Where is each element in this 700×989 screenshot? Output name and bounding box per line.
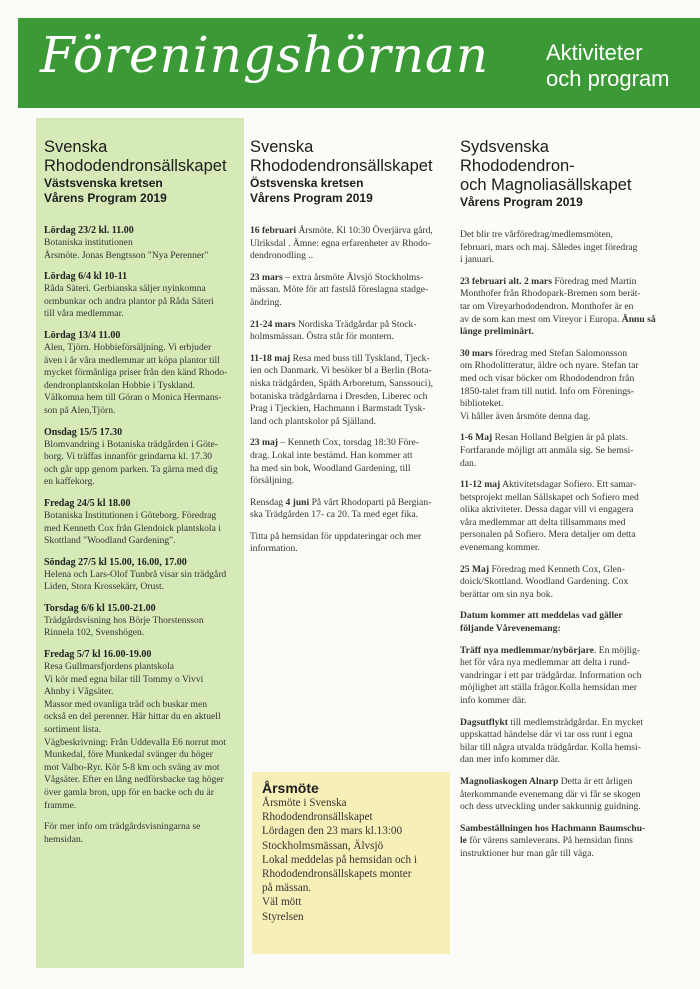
subtitle-line: Västsvenska kretsen xyxy=(44,176,163,190)
column-subtitle xyxy=(44,176,236,206)
column-subtitle xyxy=(460,195,678,210)
event-text: Botaniska institutionen xyxy=(44,237,133,248)
event-item xyxy=(250,497,452,522)
event-item xyxy=(460,776,678,814)
event-text: borg. Vi träffas innanför grindarna kl. 17.30 xyxy=(44,451,213,463)
event-text: Liden, Stora Krossekärr, Orust. xyxy=(44,581,165,593)
event-date: 11-12 maj xyxy=(460,479,501,491)
event-text: info kommer där. xyxy=(460,695,527,706)
arsmote-line: Styrelsen xyxy=(262,910,304,923)
event-text: och går upp genom parken. Ta gärna med dig xyxy=(44,463,218,475)
event-text: möjlighet att ställa frågor.Kolla hemsidan mer xyxy=(460,682,637,694)
footer-line: hemsidan. xyxy=(44,833,84,845)
event-text: Vi kör med egna bilar till Tommy o Vivvi xyxy=(44,673,204,685)
event-item xyxy=(44,270,236,321)
event-text: en kaffekorg. xyxy=(44,476,95,488)
event-text: vandringar i ett par trädgårdar. Information och xyxy=(460,669,642,681)
event-text: 23 februari alt. 2 mars Föredrag med Martin xyxy=(460,275,637,287)
page-title: Föreningshörnan xyxy=(40,26,490,84)
event-text: tar om Vireyarhododendron. Monthofer är en xyxy=(460,300,634,312)
event-item xyxy=(460,432,678,470)
event-item xyxy=(250,437,452,487)
arsmote-line: Lördagen den 23 mars kl.13:00 xyxy=(262,825,403,838)
event-date: Dagsutflykt xyxy=(460,716,508,728)
event-item xyxy=(250,225,452,263)
title-line: Rhododendronsällskapet xyxy=(250,157,433,175)
event-heading: Söndag 27/5 kl 15.00, 16.00, 17.00 xyxy=(44,556,187,568)
event-item xyxy=(44,224,236,262)
event-text: Årsmöte. Jonas Bengtsson "Nya Perenner" xyxy=(44,249,209,261)
event-text: doick/Skottland. Woodland Gardening. Cox xyxy=(460,576,629,588)
event-note: Ännu så länge preliminärt. xyxy=(460,313,656,338)
title-line: och Magnoliasällskapet xyxy=(460,176,632,194)
arsmote-line: Väl mött xyxy=(262,896,302,909)
arsmote-line: Årsmöte i Svenska xyxy=(262,797,347,809)
event-text: också en del perenner. Här hittar du en aktuell xyxy=(44,711,221,723)
event-item xyxy=(460,823,678,861)
event-text: om Rhodolitteratur, äldre och nyare. Stefan tar xyxy=(460,360,639,372)
column-subtitle xyxy=(250,176,452,206)
event-date: 16 februari xyxy=(250,225,297,236)
event-item xyxy=(44,648,236,812)
event-text: Välkomna hem till Göran o Monica Hermans- xyxy=(44,392,222,404)
event-text: februari, mars och maj. Således inget föredrag xyxy=(460,241,638,253)
event-text: Magnoliaskogen Alnarp Detta är ett årligen xyxy=(460,775,633,787)
event-text: och dess utveckling under sakkunnig guidning. xyxy=(460,801,641,813)
event-text xyxy=(460,610,678,623)
event-text: ska Trädgården 17- ca 20. Ta med eget fika. xyxy=(250,509,419,521)
event-text: ormbunkar och andra plantor på Råda Säteri xyxy=(44,295,214,307)
event-item xyxy=(250,531,452,556)
event-date: 23 mars xyxy=(250,271,283,283)
subtitle-line: Vårens Program 2019 xyxy=(44,191,167,205)
arsmote-text xyxy=(262,796,440,924)
event-list xyxy=(44,224,236,812)
arsmote-title: Årsmöte xyxy=(262,780,319,796)
event-text: 1-6 Maj Resan Holland Belgien är på plats. xyxy=(460,432,628,444)
column-vastsvenska xyxy=(36,118,244,968)
event-text: mot Valbo-Ryr. Kör 5-8 km och sväng av mot xyxy=(44,761,220,773)
event-text: biblioteket. xyxy=(460,398,504,410)
event-text: niska trädgården, Späth Arboretum, Sanssouci), xyxy=(250,377,434,389)
event-item xyxy=(250,353,452,429)
event-heading: Fredag 24/5 kl 18.00 xyxy=(44,497,131,509)
event-text: 30 mars föredrag med Stefan Salomonsson xyxy=(460,347,628,359)
event-text: även i år våra medlemmar att köpa plantor till xyxy=(44,354,220,366)
tagline xyxy=(546,40,670,92)
event-text: 23 mars – extra årsmöte Älvsjö Stockholms- xyxy=(250,271,424,283)
event-text: olika aktiviteter. Dessa dagar vill vi engagera xyxy=(460,504,634,516)
event-text: Rinnela 102, Svenshögen. xyxy=(44,627,145,639)
column-title xyxy=(44,138,236,176)
event-text: Botaniska Institutionen i Göteborg. Föredrag xyxy=(44,509,217,521)
event-text: Resa Gullmarsfjordens plantskola xyxy=(44,661,175,673)
event-text: Råda Säteri. Gerbianska säljer nyinkomna xyxy=(44,283,206,295)
event-item xyxy=(460,645,678,708)
event-text: 11-12 maj Aktivitetsdagar Sofiero. Ett samar- xyxy=(460,479,637,491)
event-heading: Torsdag 6/6 kl 15.00-21.00 xyxy=(44,602,156,614)
event-text: över gamla bron, upp för en backe och du är xyxy=(44,787,214,798)
event-text: betsprojekt mellan Sällskapet och Sofiero med xyxy=(460,491,639,503)
event-item xyxy=(460,717,678,767)
event-text: Vågsäter. Efter en lång nedförsbacke tag höger xyxy=(44,774,224,786)
subtitle-line: Östsvenska kretsen xyxy=(250,176,364,190)
event-heading: Fredag 5/7 kl 16.00-19.00 xyxy=(44,649,152,661)
event-text: till våra medlemmar. xyxy=(44,308,124,320)
event-text: 23 maj – Kenneth Cox, torsdag 18:30 Före- xyxy=(250,437,419,449)
event-text: son på Alen,Tjörn. xyxy=(44,404,116,416)
event-text: 25 Maj Föredrag med Kenneth Cox, Glen- xyxy=(460,563,625,575)
event-text xyxy=(460,823,678,836)
event-text: uppskattad händelse där vi tar oss runt i egna xyxy=(460,729,633,741)
event-text: bilar till några utvalda trädgårdar. Kolla hemsi- xyxy=(460,741,641,753)
event-text: Helena och Lars-Olof Tunbrå visar sin trädgård xyxy=(44,568,227,580)
event-date: Datum kommer att meddelas vad gäller xyxy=(460,610,623,622)
event-text: mycket förmånliga priser från den känd Rhodo- xyxy=(44,367,228,379)
footer-note xyxy=(44,821,236,846)
event-date: Sambeställningen hos Hachmann Baumschu- xyxy=(460,822,646,834)
tagline-line: Aktiviteter xyxy=(546,40,643,65)
event-text: Trädgårdsvisning hos Börje Thorstensson xyxy=(44,614,204,626)
subtitle-line: Vårens Program 2019 xyxy=(250,191,373,205)
event-text: Munkedal, före Munkedal svänger du höger xyxy=(44,749,213,761)
event-text: ha med sin bok, Woodland Gardening, till xyxy=(250,462,411,474)
event-text: het för våra nya medlemmar att delta i rund- xyxy=(460,657,630,669)
event-text: Det blir tre vårföredrag/medlemsmöten, xyxy=(460,229,613,240)
event-item xyxy=(460,610,678,635)
event-text: Ulriksdal . Ämne: egna erfarenheter av Rhodo- xyxy=(250,237,431,249)
event-item xyxy=(44,497,236,548)
event-text: botaniska trädgårdarna i Dresden, Liberec och xyxy=(250,390,428,402)
event-text: 21-24 mars Nordiska Trädgårdar på Stock- xyxy=(250,318,417,330)
tagline-line: och program xyxy=(546,66,670,91)
event-text: försäljning. xyxy=(250,475,294,487)
title-line: Rhododendron- xyxy=(460,157,575,175)
event-heading: Lördag 6/4 kl 10-11 xyxy=(44,271,128,283)
title-line: Svenska xyxy=(250,138,314,156)
event-text: Monthofer från Rhodopark-Bremen som berät- xyxy=(460,288,641,300)
arsmote-line: Stockholmsmässan, Älvsjö xyxy=(262,839,384,852)
event-text: återkommande evenemang där vi får se skogen xyxy=(460,788,641,800)
event-text: land och plantskolor på Själland. xyxy=(250,415,377,427)
event-date: 23 maj xyxy=(250,437,278,449)
title-line: Sydsvenska xyxy=(460,138,549,156)
event-item xyxy=(44,556,236,594)
column-title xyxy=(250,138,452,176)
event-item xyxy=(44,602,236,640)
event-item xyxy=(460,276,678,339)
arsmote-line: på mässan. xyxy=(262,882,312,895)
event-item xyxy=(250,272,452,310)
event-text: Blomvandring i Botaniska trädgården i Göte- xyxy=(44,438,218,450)
event-text: 11-18 maj Resa med buss till Tyskland, Tjeck- xyxy=(250,352,430,364)
column-sydsvenska xyxy=(460,118,678,861)
event-text: framme. xyxy=(44,799,77,811)
event-text: dendronplantskolan Hobbie i Tyskland. xyxy=(44,379,196,391)
event-item xyxy=(44,426,236,489)
event-text: med Kenneth Cox från Glendoick plantskola i xyxy=(44,522,221,534)
event-date: 4 juni xyxy=(285,496,310,508)
event-text: evenemang kommer. xyxy=(460,542,540,554)
event-date: följande Vårevenemang: xyxy=(460,623,561,635)
event-text xyxy=(460,623,678,636)
event-text: ändring. xyxy=(250,296,282,308)
column-title xyxy=(460,138,678,195)
event-text: 16 februari Årsmöte. Kl 10:30 Överjärva gård, xyxy=(250,225,433,236)
event-text: holmsmässan. Östra står för montern. xyxy=(250,331,394,343)
event-text: Fortfarande möjligt att anmäla sig. Se hemsi- xyxy=(460,444,634,456)
event-text: instruktioner hur man går till väga. xyxy=(460,847,594,859)
event-text: 1850-talet fram till nutid. Info om Förenings- xyxy=(460,385,634,397)
event-text: dan. xyxy=(460,457,477,469)
event-text: information. xyxy=(250,543,298,555)
event-text: Rensdag 4 juni På vårt Rhodoparti på Bergian- xyxy=(250,496,432,508)
event-text: Skottland "Woodland Gardening". xyxy=(44,535,176,547)
event-date: 23 februari alt. 2 mars xyxy=(460,275,552,287)
event-date: Träff nya medlemmar/nybörjare xyxy=(460,644,594,656)
event-date: le xyxy=(460,835,467,847)
header-banner xyxy=(18,18,700,108)
event-text: av de som kan mest om Vireyor i Europa. Ännu så länge preliminärt. xyxy=(460,313,656,338)
event-text: dan mer info kommer där. xyxy=(460,754,560,766)
event-text: Vi håller även årsmöte denna dag. xyxy=(460,410,591,422)
event-item xyxy=(460,564,678,602)
event-text: Massor med ovanliga träd och buskar men xyxy=(44,698,208,710)
event-text: ien och Danmark. Vi besöker bl a Berlin (Bota- xyxy=(250,365,432,377)
event-text: Dagsutflykt till medlemsträdgårdar. En mycket xyxy=(460,716,644,728)
event-date: Magnoliaskogen Alnarp xyxy=(460,775,559,787)
event-text: personalen på Sofiero. Mera detaljer om detta xyxy=(460,529,636,541)
event-heading: Lördag 13/4 11.00 xyxy=(44,329,121,341)
event-item xyxy=(250,319,452,344)
event-text: sortiment lista. xyxy=(44,724,102,736)
event-text: berättar om sin nya bok. xyxy=(460,588,553,600)
event-heading: Onsdag 15/5 17.30 xyxy=(44,426,123,438)
event-text: dendronodling .. xyxy=(250,250,314,262)
event-text: i januari. xyxy=(460,254,495,266)
event-item xyxy=(460,479,678,555)
event-text: le för värens samleverans. På hemsidan finns xyxy=(460,835,633,847)
event-item xyxy=(44,329,236,418)
event-text: Alen, Tjörn. Hobbieförsäljning. Vi erbjuder xyxy=(44,341,212,353)
event-text: mässan. Möte för att fastslå föreslagna stadge- xyxy=(250,284,429,296)
event-heading: Lördag 23/2 kl. 11.00 xyxy=(44,225,134,236)
arsmote-line: Rhododendronsällskapets monter xyxy=(262,868,412,881)
event-text: Vägbeskrivning: Från Uddevalla E6 norrut mot xyxy=(44,736,226,748)
event-date: 30 mars xyxy=(460,347,493,359)
column-ostsvenska xyxy=(250,118,452,556)
title-line: Svenska xyxy=(44,138,108,156)
event-item xyxy=(460,348,678,424)
arsmote-box xyxy=(252,772,450,954)
arsmote-line: Rhododendronsällskapet xyxy=(262,811,373,824)
title-line: Rhododendronsällskapet xyxy=(44,157,227,175)
event-text: Träff nya medlemmar/nybörjare. En möjlig- xyxy=(460,644,641,656)
event-date: 25 Maj xyxy=(460,563,490,575)
event-list xyxy=(460,229,678,861)
subtitle-line: Vårens Program 2019 xyxy=(460,195,583,209)
event-text: våra medlemmar att delta tillsammans med xyxy=(460,516,626,528)
event-text: Ahnby i Vågsäter. xyxy=(44,686,114,698)
footer-line: För mer info om trädgårdsvisningarna se xyxy=(44,821,201,833)
event-date: 11-18 maj xyxy=(250,352,291,364)
event-text: Prag i Tjeckien, Hachmann i Barmstadt Tysk- xyxy=(250,403,426,415)
event-list xyxy=(250,225,452,556)
event-text: drag. Lokal inte bestämd. Han kommer att xyxy=(250,449,413,461)
arsmote-line: Lokal meddelas på hemsidan och i xyxy=(262,853,418,866)
event-date: 1-6 Maj xyxy=(460,432,493,444)
event-date: 21-24 mars xyxy=(250,318,296,330)
event-text: Titta på hemsidan för uppdateringar och mer xyxy=(250,530,422,542)
event-item xyxy=(460,229,678,267)
event-text: med och visar böcker om Rhododendron från xyxy=(460,372,635,384)
